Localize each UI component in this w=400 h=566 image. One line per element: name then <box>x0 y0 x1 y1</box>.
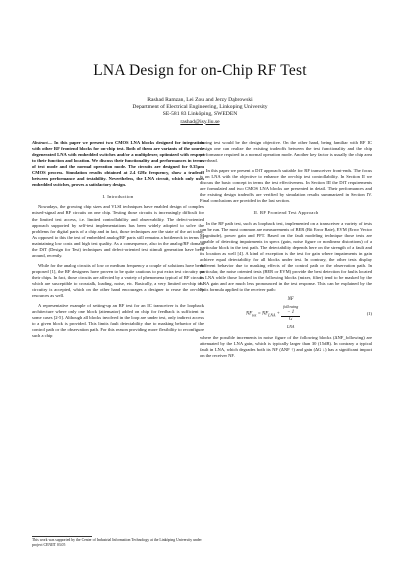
abstract <box>32 140 204 188</box>
address: SE-581 83 Linköping, SWEDEN <box>162 111 238 118</box>
abstract-text: — In this paper we present two CMOS LNA blocks designed for integration with other RF frontend blocks for on-chip test. Both of them are variants of the source degenerated LNA with embedded switches and/or a multiplexer, optimized with respect to their function and location. We discuss their functionality and performances in terms of test mode and the normal operation mode. The circuits are designed for 0.35µm CMOS process. Simulation results obtained at 2.4 GHz frequency, show a tradeoff between performance and testability. Nevertheless, the LNA circuit, which only uses embedded switches, proves a satisfactory design. <box>32 140 204 188</box>
eq-term: G <box>288 317 293 323</box>
authors: Rashad Ramzan, Lei Zou and Jerzy Dąbrowski <box>147 97 253 103</box>
affiliation: Department of Electrical Engineering, Linkoping University <box>132 104 268 111</box>
body-paragraph: Nowadays, the growing chip sizes and VLSI techniques have enabled design of complex mixed-signal and RF circuits on one chip. Testing those circuits is increasingly difficult for the limited test access, i.e. limited controllability and observability. The defect-oriented approach supported by self-test implementations has been widely adopted to solve the problems for digital parts of a chip and in fact, those techniques are the state of the art today. As opposed to this the test of embedded analog/RF parts still remains a bottleneck in terms of maintaining low costs and high test quality. As a consequence, also in the analog/RF domain the DfT (Design for Test) techniques and defect-oriented test stimuli generation have been around, recently. <box>32 204 204 258</box>
footnote-rule <box>32 536 92 537</box>
abstract-label: Abstract <box>32 140 48 145</box>
eq-sub: following <box>283 304 299 310</box>
email-link[interactable]: rashad@isy.liu.se <box>180 118 220 125</box>
author-block <box>0 97 400 126</box>
section-heading-rf: II. RF Frontend Test Approach <box>253 210 319 216</box>
body-paragraph: during test would be the design objective. On the other hand, being familiar with RF IC design one can realize the existing tradeoffs between the test functionality and the chip performance required in a normal operation mode. Another key factor is usually the chip area overhead. <box>200 140 372 164</box>
eq-sub: LNA <box>287 324 295 330</box>
eq-term: − 1 <box>287 310 295 316</box>
body-paragraph: In the RF path test, such as loopback test, implemented on a transceiver a variety of tests can be run. The most common are measurements of BER (Bit Error Rate), EVM (Error Vector Magnitude), power gain and FFT. Based on the fault modeling technique those tests are capable of detecting impairments in specs (gain, noise figure or nonlinear distortions) of a particular block in the test path. The detectability depends here on the strength of a fault and its location as well [4]. A kind of exception is the test for gain where impairments in gain achieve equal detectability for all blocks under test. In contrary, the other tests display different behavior due to masking effects of the control path or the observation path. In particular, the noise oriented tests (BER or EVM) provide the best detection for faults located in LNA while those located in the following blocks (mixer, filter) tend to be masked by the LNA gain and are much less pronounced in the test response. This can be explained by the Friis formula applied to the receiver path: <box>200 220 372 293</box>
paper-title: LNA Design for on-Chip RF Test <box>93 62 307 79</box>
body-paragraph: In this paper we present a DfT approach suitable for RF transceiver front-ends. The focus is on LNA with the objective to enhance the on-chip test controllability. In Section II we discuss the basic concept in terms the test effectiveness. In Section III the DfT requirements are formulated and two CMOS LNA blocks are presented in detail. Their performances and the existing design tradeoffs are verified by simulation results summarized in Section IV. Final conclusions are provided in the last section. <box>200 168 372 204</box>
body-paragraph: While for the analog circuits of low or medium frequency a couple of solutions have been proposed [1], the RF designers have proven to be quite cautious to put extra test circuitry on their chips. In fact, those circuits are affected by a variety of phenomena typical of RF circuits which are susceptible to crosstalk, loading, noise, etc. Basically, a very limited on-chip test circuitry is accepted, which on the other hand encourages a designer to reuse the on-chip resources as well. <box>32 262 204 299</box>
section-heading-intro: I. Introduction <box>102 194 134 200</box>
equation-number: (1) <box>366 310 372 316</box>
eq-term: NF <box>246 311 253 317</box>
equation-friis <box>200 297 372 330</box>
footnote: This work was supported by the Center of Industrial Information Technology at the Linköping University under project CENIIT 03.05 <box>32 538 202 547</box>
eq-fraction <box>281 297 300 330</box>
eq-term: = NF <box>256 311 269 317</box>
eq-sub: tot <box>252 312 257 318</box>
right-column <box>200 140 372 363</box>
body-paragraph: where the possible increments in noise figure of the following blocks (ΔNF_following) are attenuated by the LNA gain, which is typically larger than 30 (15dB). In contrary a typical fault in LNA, which degrades both its NF (ΔNF ↑) and gain (ΔG ↓) has a significant impact on the receiver NF. <box>200 335 372 359</box>
eq-term: + <box>275 311 282 317</box>
eq-term: NF <box>287 297 294 303</box>
eq-sub: LNA <box>268 312 276 318</box>
body-paragraph: A representative example of setting-up an RF test for an IC transceiver is the loopback architecture where only one block (attenuator) added on chip for feedback is sufficient in some cases [2-5]. Although all blocks involved in the loop are under test, only indirect access to a given block is provided. This limits fault detectability due to masking behavior of the control path or the observation path. For this reason providing more flexibility to reconfigure such a chip <box>32 303 204 339</box>
left-column <box>32 140 204 343</box>
